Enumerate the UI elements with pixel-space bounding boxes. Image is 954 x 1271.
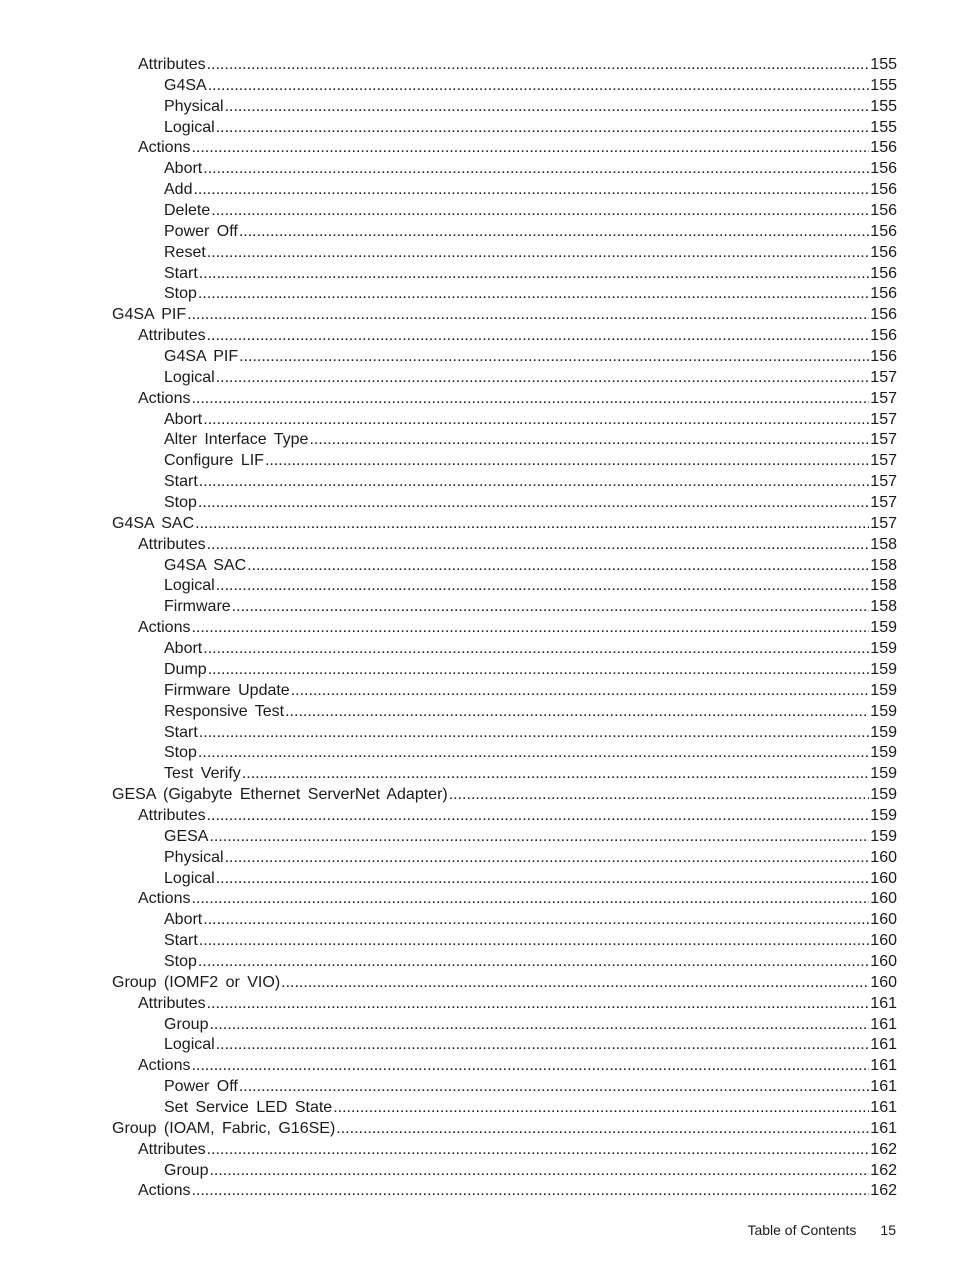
toc-entry-title: Logical — [164, 577, 215, 595]
toc-entry-page-number: 157 — [870, 410, 897, 428]
toc-entry-page-number: 161 — [870, 1119, 897, 1137]
toc-entry-page-number: 157 — [870, 473, 897, 491]
toc-entry-title: Attributes — [138, 56, 206, 73]
toc-entry-page-number: 155 — [870, 76, 897, 94]
toc-entry-page-number: 161 — [870, 994, 897, 1012]
toc-entry-page-number: 159 — [870, 806, 897, 824]
toc-dot-leader — [208, 660, 870, 681]
toc-entry[interactable] — [0, 785, 897, 806]
toc-entry[interactable] — [0, 764, 897, 785]
toc-entry-title: Stop — [164, 952, 197, 970]
toc-entry[interactable] — [0, 660, 897, 681]
toc-entry-page-number: 156 — [870, 306, 897, 324]
toc-entry-page-number: 161 — [870, 1036, 897, 1054]
toc-dot-leader — [225, 97, 870, 118]
toc-entry-page-number: 162 — [870, 1140, 897, 1158]
toc-entry[interactable] — [0, 243, 897, 264]
toc-entry[interactable] — [0, 410, 897, 431]
toc-entry-page-number: 158 — [870, 535, 897, 553]
toc-entry-title: GESA (Gigabyte Ethernet ServerNet Adapter) — [112, 786, 448, 804]
toc-entry-page-number: 156 — [870, 243, 897, 261]
footer-page-number: 15 — [880, 1222, 896, 1238]
toc-entry-title: Responsive Test — [164, 702, 285, 720]
toc-entry-title: Stop — [164, 494, 197, 512]
toc-entry[interactable] — [0, 201, 897, 222]
toc-entry-title: Attributes — [138, 806, 206, 824]
toc-entry[interactable] — [0, 827, 897, 848]
toc-entry-title: Configure LIF — [164, 452, 264, 470]
toc-entry[interactable] — [0, 618, 897, 639]
toc-entry-page-number: 161 — [870, 1057, 897, 1075]
toc-entry-title: Group (IOMF2 or VIO) — [112, 973, 281, 991]
toc-entry-page-number: 159 — [870, 702, 897, 720]
toc-entry-page-number: 162 — [870, 1182, 897, 1200]
toc-dot-leader — [207, 55, 870, 76]
toc-entry-page-number: 158 — [870, 598, 897, 616]
toc-dot-leader — [216, 576, 870, 597]
toc-entry-page-number: 161 — [870, 1078, 897, 1096]
toc-entry-page-number: 156 — [870, 222, 897, 240]
toc-dot-leader — [198, 493, 869, 514]
toc-entry-title: G4SA SAC — [112, 514, 195, 532]
toc-entry[interactable] — [0, 535, 897, 556]
toc-entry-title: Add — [164, 181, 193, 199]
toc-entry[interactable] — [0, 681, 897, 702]
toc-dot-leader — [309, 430, 869, 451]
toc-entry-title: Logical — [164, 368, 215, 386]
toc-entry-title: Attributes — [138, 1140, 206, 1158]
toc-entry[interactable] — [0, 1161, 897, 1182]
toc-entry[interactable] — [0, 1098, 897, 1119]
toc-dot-leader — [239, 1077, 869, 1098]
toc-entry[interactable] — [0, 597, 897, 618]
toc-dot-leader — [191, 1056, 869, 1077]
toc-entry-page-number: 160 — [870, 848, 897, 866]
toc-entry-title: Reset — [164, 243, 206, 261]
toc-dot-leader — [199, 723, 870, 744]
toc-entry-title: Actions — [138, 890, 191, 908]
toc-entry-title: Firmware Update — [164, 681, 290, 699]
toc-entry-title: Actions — [138, 619, 191, 637]
toc-entry[interactable] — [0, 138, 897, 159]
toc-dot-leader — [199, 264, 870, 285]
toc-entry-page-number: 155 — [870, 97, 897, 115]
toc-entry[interactable] — [0, 931, 897, 952]
toc-dot-leader — [207, 326, 870, 347]
toc-dot-leader — [291, 681, 870, 702]
toc-dot-leader — [207, 994, 870, 1015]
toc-dot-leader — [207, 243, 870, 264]
toc-entry-title: Firmware — [164, 598, 231, 616]
toc-entry[interactable] — [0, 1181, 897, 1202]
toc-entry[interactable] — [0, 305, 897, 326]
toc-entry-title: Stop — [164, 285, 197, 303]
toc-dot-leader — [211, 201, 869, 222]
toc-dot-leader — [285, 702, 869, 723]
toc-entry[interactable] — [0, 806, 897, 827]
toc-entry-title: G4SA SAC — [164, 556, 247, 574]
toc-entry[interactable] — [0, 1119, 897, 1140]
toc-entry[interactable] — [0, 869, 897, 890]
toc-entry-title: Abort — [164, 410, 203, 428]
toc-entry-title: Stop — [164, 744, 197, 762]
toc-dot-leader — [232, 597, 870, 618]
toc-entry[interactable] — [0, 1015, 897, 1036]
toc-dot-leader — [198, 743, 869, 764]
toc-entry-title: Dump — [164, 660, 207, 678]
toc-entry-title: Start — [164, 932, 198, 950]
toc-dot-leader — [195, 514, 869, 535]
toc-entry-page-number: 156 — [870, 160, 897, 178]
toc-entry-title: Actions — [138, 139, 191, 157]
toc-entry-page-number: 156 — [870, 264, 897, 282]
toc-dot-leader — [203, 410, 869, 431]
toc-dot-leader — [191, 389, 869, 410]
toc-entry-title: Alter Interface Type — [164, 431, 309, 449]
toc-entry-title: Abort — [164, 640, 203, 658]
toc-entry[interactable] — [0, 576, 897, 597]
toc-entry-page-number: 157 — [870, 389, 897, 407]
toc-entry-page-number: 162 — [870, 1161, 897, 1179]
toc-entry[interactable] — [0, 180, 897, 201]
toc-dot-leader — [209, 827, 869, 848]
toc-dot-leader — [239, 347, 869, 368]
toc-entry-page-number: 159 — [870, 619, 897, 637]
toc-entry-title: Physical — [164, 848, 224, 866]
toc-entry-title: Abort — [164, 160, 203, 178]
toc-dot-leader — [209, 1015, 869, 1036]
toc-entry-title: Set Service LED State — [164, 1098, 333, 1116]
toc-entry[interactable] — [0, 493, 897, 514]
toc-entry[interactable] — [0, 639, 897, 660]
toc-entry-page-number: 160 — [870, 890, 897, 908]
toc-entry-title: Test Verify — [164, 765, 241, 783]
toc-dot-leader — [207, 535, 870, 556]
toc-entry[interactable] — [0, 556, 897, 577]
toc-entry[interactable] — [0, 848, 897, 869]
toc-entry-title: Start — [164, 723, 198, 741]
toc-entry-page-number: 157 — [870, 452, 897, 470]
toc-entry-title: Logical — [164, 1036, 215, 1054]
toc-entry[interactable] — [0, 889, 897, 910]
toc-entry-page-number: 158 — [870, 577, 897, 595]
toc-dot-leader — [193, 180, 869, 201]
toc-dot-leader — [449, 785, 870, 806]
toc-entry-page-number: 159 — [870, 744, 897, 762]
page-footer — [747, 1222, 896, 1238]
toc-entry-title: G4SA — [164, 76, 207, 94]
toc-entry-page-number: 156 — [870, 285, 897, 303]
toc-entry[interactable] — [0, 389, 897, 410]
toc-dot-leader — [216, 1035, 870, 1056]
toc-entry[interactable] — [0, 451, 897, 472]
toc-entry-title: G4SA PIF — [164, 348, 239, 366]
toc-entry-title: Actions — [138, 1182, 191, 1200]
toc-entry-title: Start — [164, 264, 198, 282]
footer-section-label: Table of Contents — [747, 1222, 857, 1238]
toc-entry-page-number: 160 — [870, 973, 897, 991]
toc-entry-title: GESA — [164, 827, 209, 845]
toc-entry-page-number: 156 — [870, 181, 897, 199]
toc-entry-page-number: 157 — [870, 431, 897, 449]
toc-entry-title: Abort — [164, 911, 203, 929]
toc-entry-page-number: 161 — [870, 1015, 897, 1033]
toc-entry-title: G4SA PIF — [112, 306, 187, 324]
toc-entry[interactable] — [0, 222, 897, 243]
toc-dot-leader — [242, 764, 869, 785]
toc-entry-title: Actions — [138, 1057, 191, 1075]
toc-entry[interactable] — [0, 284, 897, 305]
toc-entry-title: Group (IOAM, Fabric, G16SE) — [112, 1119, 336, 1137]
toc-entry-page-number: 160 — [870, 932, 897, 950]
toc-dot-leader — [198, 952, 869, 973]
toc-entry[interactable] — [0, 76, 897, 97]
toc-dot-leader — [333, 1098, 869, 1119]
toc-entry-page-number: 156 — [870, 202, 897, 220]
toc-entry[interactable] — [0, 118, 897, 139]
toc-dot-leader — [198, 284, 869, 305]
toc-entry-title: Power Off — [164, 1078, 238, 1096]
toc-dot-leader — [203, 639, 869, 660]
toc-dot-leader — [207, 1140, 870, 1161]
toc-dot-leader — [216, 869, 870, 890]
toc-entry-title: Delete — [164, 202, 211, 220]
toc-entry[interactable] — [0, 514, 897, 535]
toc-entry[interactable] — [0, 472, 897, 493]
toc-entry-page-number: 159 — [870, 765, 897, 783]
toc-entry-title: Logical — [164, 869, 215, 887]
toc-entry[interactable] — [0, 347, 897, 368]
toc-entry[interactable] — [0, 264, 897, 285]
toc-entry[interactable] — [0, 1140, 897, 1161]
table-of-contents — [0, 55, 954, 1202]
toc-dot-leader — [247, 556, 869, 577]
toc-entry-page-number: 156 — [870, 327, 897, 345]
toc-dot-leader — [207, 806, 870, 827]
toc-entry-page-number: 157 — [870, 368, 897, 386]
toc-entry-title: Group — [164, 1161, 209, 1179]
toc-entry-title: Attributes — [138, 994, 206, 1012]
toc-entry-page-number: 158 — [870, 556, 897, 574]
toc-entry-page-number: 160 — [870, 869, 897, 887]
toc-entry-page-number: 159 — [870, 723, 897, 741]
toc-dot-leader — [239, 222, 869, 243]
toc-dot-leader — [191, 618, 869, 639]
toc-dot-leader — [191, 889, 869, 910]
toc-entry[interactable] — [0, 723, 897, 744]
toc-dot-leader — [216, 118, 870, 139]
toc-dot-leader — [336, 1119, 869, 1140]
toc-entry[interactable] — [0, 1056, 897, 1077]
toc-entry-title: Logical — [164, 118, 215, 136]
toc-entry[interactable] — [0, 1077, 897, 1098]
toc-dot-leader — [191, 138, 869, 159]
toc-entry-page-number: 157 — [870, 514, 897, 532]
toc-entry[interactable] — [0, 159, 897, 180]
toc-entry[interactable] — [0, 97, 897, 118]
toc-entry-title: Physical — [164, 97, 224, 115]
toc-entry[interactable] — [0, 973, 897, 994]
toc-entry[interactable] — [0, 702, 897, 723]
toc-entry-title: Actions — [138, 389, 191, 407]
toc-dot-leader — [225, 848, 870, 869]
toc-dot-leader — [208, 76, 870, 97]
toc-entry[interactable] — [0, 55, 897, 76]
toc-entry[interactable] — [0, 326, 897, 347]
toc-entry[interactable] — [0, 430, 897, 451]
toc-entry-page-number: 161 — [870, 1098, 897, 1116]
toc-entry-page-number: 159 — [870, 681, 897, 699]
toc-entry[interactable] — [0, 1035, 897, 1056]
toc-entry-page-number: 155 — [870, 56, 897, 73]
toc-dot-leader — [187, 305, 869, 326]
toc-entry-title: Attributes — [138, 535, 206, 553]
toc-entry-page-number: 160 — [870, 952, 897, 970]
toc-dot-leader — [281, 973, 869, 994]
toc-entry-title: Group — [164, 1015, 209, 1033]
toc-dot-leader — [203, 159, 869, 180]
toc-entry-title: Start — [164, 473, 198, 491]
toc-entry-page-number: 159 — [870, 827, 897, 845]
toc-entry[interactable] — [0, 952, 897, 973]
toc-entry-page-number: 160 — [870, 911, 897, 929]
toc-entry-page-number: 155 — [870, 118, 897, 136]
toc-entry-title: Attributes — [138, 327, 206, 345]
toc-entry[interactable] — [0, 743, 897, 764]
toc-dot-leader — [191, 1181, 869, 1202]
toc-entry-page-number: 156 — [870, 348, 897, 366]
toc-dot-leader — [199, 931, 870, 952]
toc-dot-leader — [265, 451, 869, 472]
toc-dot-leader — [199, 472, 870, 493]
toc-dot-leader — [209, 1161, 869, 1182]
toc-entry[interactable] — [0, 910, 897, 931]
toc-entry-page-number: 159 — [870, 640, 897, 658]
toc-entry-title: Power Off — [164, 222, 238, 240]
toc-entry-page-number: 156 — [870, 139, 897, 157]
toc-entry-page-number: 157 — [870, 494, 897, 512]
toc-entry[interactable] — [0, 368, 897, 389]
toc-dot-leader — [203, 910, 869, 931]
toc-dot-leader — [216, 368, 870, 389]
toc-entry-page-number: 159 — [870, 660, 897, 678]
toc-entry[interactable] — [0, 994, 897, 1015]
toc-entry-page-number: 159 — [870, 786, 897, 804]
